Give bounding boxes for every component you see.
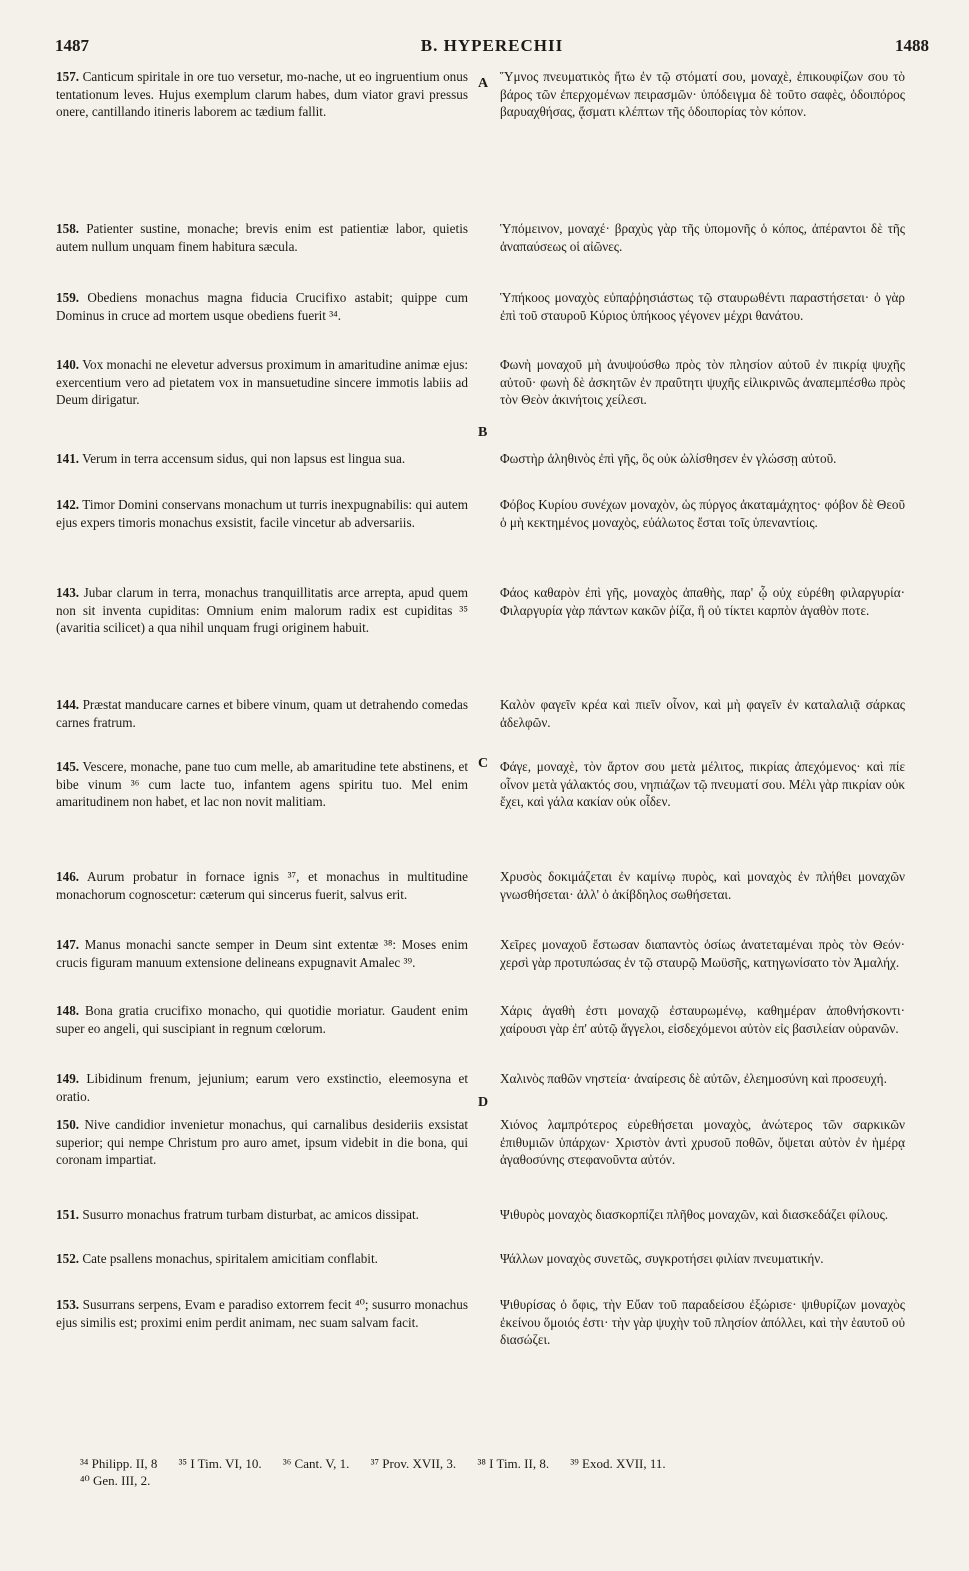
footnote: ³⁴ Philipp. II, 8 (80, 1456, 158, 1471)
greek-entry: Φόβος Κυρίου συνέχων μοναχὸν, ὡς πύργος ἀκαταμάχητος· φόβον δὲ Θεοῦ ὁ μὴ κεκτημένος μοναχὸς, εὐάλωτος ἔσται τοῖς ὑπεναντίοις. (500, 497, 905, 530)
footnote: ³⁸ I Tim. II, 8. (477, 1456, 550, 1471)
greek-entry: Φωνὴ μοναχοῦ μὴ ἀνυψούσθω πρὸς τὸν πλησίον αὐτοῦ ἐν πικρίᾳ ψυχῆς αὐτοῦ· φωνὴ δὲ ἀσκητῶν ἐν πραΰτητι ψυχῆς εἰλικρινῶς ἀναπεμπέσθω πρὸς τὸν Θεὸν ἀκινήτοις χείλεσι. (500, 357, 905, 408)
section-marker-c: C (478, 756, 489, 771)
latin-entry: 140. Vox monachi ne elevetur adversus proximum in amaritudine animæ ejus: exercentium vero ad pietatem vox in mansuetudine sincere immotis labiis ad Deum dirigatur. (56, 357, 468, 408)
greek-entry: Ψάλλων μοναχὸς συνετῶς, συγκροτήσει φιλίαν πνευματικήν. (500, 1251, 824, 1266)
latin-entry: 146. Aurum probatur in fornace ignis ³⁷, et monachus in multitudine monachorum cognoscetur: cæterum qui sincerus fuerit, salvus erit. (56, 869, 468, 902)
latin-entry: 142. Timor Domini conservans monachum ut turris inexpugnabilis: qui autem ejus expers timoris monachus exsistit, facile vincetur ab adversariis. (56, 497, 468, 530)
latin-entry: 149. Libidinum frenum, jejunium; earum vero exstinctio, eleemosyna et oratio. (56, 1071, 469, 1104)
page-title: B. HYPERECHII (420, 36, 564, 55)
footnote: ³⁵ I Tim. VI, 10. (178, 1456, 262, 1471)
greek-entry: Χάρις ἀγαθὴ ἐστι μοναχῷ ἐσταυρωμένῳ, καθημέραν ἀποθνήσκοντι· χαίρουσι γὰρ ἐπ' αὐτῷ ἄγγελοι, εἰσδεχόμενοι αὐτὸν εἰς βασιλείαν οὐρανῶν. (500, 1003, 905, 1036)
greek-entry: Χιόνος λαμπρότερος εὑρεθήσεται μοναχὸς, ἀνώτερος τῶν σαρκικῶν ἐπιθυμιῶν ὑπάρχων· Χριστὸν ἀντὶ χρυσοῦ ποθῶν, ὄψεται αὐτὸν ἐν ἡμέρᾳ ἀγαθοσύνης στεφανοῦντα αὐτόν. (500, 1117, 905, 1168)
greek-entry: Φωστὴρ ἀληθινὸς ἐπὶ γῆς, ὃς οὐκ ὠλίσθησεν ἐν γλώσσῃ αὐτοῦ. (500, 451, 837, 466)
footnote: ³⁹ Exod. XVII, 11. (570, 1456, 666, 1471)
latin-entry: 143. Jubar clarum in terra, monachus tranquillitatis arce arrepta, apud quem non sit inventa cupiditas: Omnium enim malorum radix est cupiditas ³⁵ (avaritia scilicet) a qua nihil unquam frugi originem habuit. (56, 585, 468, 636)
latin-entry: 152. Cate psallens monachus, spiritalem amicitiam conflabit. (56, 1251, 378, 1266)
latin-entry: 153. Susurrans serpens, Evam e paradiso extorrem fecit ⁴⁰; susurro monachus ejus similis est; proximi enim perdit animam, nec suam salvam facit. (56, 1297, 468, 1330)
latin-entry: 148. Bona gratia crucifixo monacho, qui quotidie moriatur. Gaudent enim super eo angeli, qui suscipiant in regnum cœlorum. (56, 1003, 468, 1036)
latin-entry: 151. Susurro monachus fratrum turbam disturbat, ac amicos dissipat. (56, 1207, 419, 1222)
page-header (55, 36, 929, 66)
greek-entry: Ὑπόμεινον, μοναχέ· βραχὺς γὰρ τῆς ὑπομονῆς ὁ κόπος, ἀπέραντοι δὲ τῆς ἀναπαύσεως οἱ αἰῶνες. (500, 221, 905, 254)
greek-entry: Χρυσὸς δοκιμάζεται ἐν καμίνῳ πυρὸς, καὶ μοναχὸς ἐν πλήθει μοναχῶν γνωσθήσεται· ἀλλ' ὁ ἀκίβδηλος σωθήσεται. (500, 869, 905, 902)
latin-entry: 145. Vescere, monache, pane tuo cum melle, ab amaritudine tete abstinens, et bibe vinum ³⁶ cum lacte tuo, infantem agens spiritu tuo. Mel enim amaritudinem non habet, et lac non novit malitiam. (56, 759, 468, 810)
greek-entry: Φάγε, μοναχὲ, τὸν ἄρτον σου μετὰ μέλιτος, πικρίας ἀπεχόμενος· καὶ πίε οἶνον μετὰ γάλακτός σου, νηπιάζων τῷ πνευματί σου. Μέλι γὰρ πικρίαν οὐκ ἔχει, καὶ γάλα κακίαν οὐκ οἶδεν. (500, 759, 905, 810)
greek-entry: Ψιθυρίσας ὁ ὄφις, τὴν Εὔαν τοῦ παραδείσου ἐξώρισε· ψιθυρίζων μοναχὸς ἐκείνου ὅμοιός ἐστι· τὴν γὰρ ψυχὴν τοῦ πλησίον ἀπόλλει, καὶ τὴν ἑαυτοῦ οὐ διασώζει. (500, 1297, 905, 1348)
greek-entry: Φάος καθαρὸν ἐπὶ γῆς, μοναχὸς ἀπαθὴς, παρ' ᾧ οὐχ εὑρέθη φιλαργυρία· Φιλαργυρία γὰρ πάντων κακῶν ῥίζα, ἣ οὐ τίκτει καρπὸν ἀγαθὸν ποτε. (500, 585, 905, 618)
latin-entry: 159. Obediens monachus magna fiducia Crucifixo astabit; quippe cum Dominus in cruce ad mortem usque obediens fuerit ³⁴. (56, 290, 469, 323)
greek-entry: Χεῖρες μοναχοῦ ἔστωσαν διαπαντὸς ὁσίως ἀνατεταμέναι πρὸς τὸν Θεόν· χερσὶ γὰρ προτυπώσας ἐν τῷ σταυρῷ Μωϋσῆς, κατηγωνίσατο τὸν Ἀμαλήχ. (500, 937, 905, 970)
greek-entry: Χαλινὸς παθῶν νηστεία· ἀναίρεσις δὲ αὐτῶν, ἐλεημοσύνη καὶ προσευχή. (500, 1071, 887, 1086)
section-marker-a: A (478, 76, 489, 91)
latin-entry: 147. Manus monachi sancte semper in Deum sint extentæ ³⁸: Moses enim crucis figuram manuum extensione delineans expugnavit Amalec ³⁹. (56, 937, 468, 970)
latin-entry: 158. Patienter sustine, monache; brevis enim est patientiæ labor, quietis autem nullum unquam finem habitura sæcula. (56, 221, 468, 254)
footnote-line-2: ⁴⁰ Gen. III, 2. (80, 1473, 151, 1488)
latin-entry: 144. Præstat manducare carnes et bibere vinum, quam ut detrahendo comedas carnes fratrum. (56, 697, 468, 730)
left-page-number: 1487 (55, 36, 89, 55)
latin-entry: 157. Canticum spiritale in ore tuo versetur, mo-nache, ut eo ingruentium onus tentationum leves. Hujus exemplum clarum habes, dum viator gravi pressus onere, cantillando itineris laborem ac tædium fallit. (56, 69, 469, 120)
latin-entry: 150. Nive candidior invenietur monachus, qui carnalibus desideriis exsistat superior; qui nempe Christum pro auro amet, ipsum videbit in die bona, qui coronam impartiat. (56, 1117, 468, 1168)
greek-entry: Ψιθυρὸς μοναχὸς διασκορπίζει πλῆθος μοναχῶν, καὶ διασκεδάζει φίλους. (500, 1207, 889, 1222)
greek-entry: Ὕμνος πνευματικὸς ἤτω ἐν τῷ στόματί σου, μοναχὲ, ἐπικουφίζων σου τὸ βάρος τῶν ἐπερχομένων πειρασμῶν· ὑπόδειγμα δὲ τοῦτο σαφὲς, ὁδοιπόρος βαρυαχθήσας, ᾄσματι κλέπτων τῆς ὁδοιπορίας τὸν κόπον. (500, 69, 905, 120)
section-marker-d: D (478, 1095, 489, 1110)
footnotes (80, 1455, 929, 1488)
section-marker-b: B (478, 425, 488, 440)
greek-entry: Ὑπήκοος μοναχὸς εὐπαῤῥησιάστως τῷ σταυρωθέντι παραστήσεται· ὁ γὰρ ἐπὶ τοῦ σταυροῦ Κύριος ὑπήκοος γέγονεν μέχρι θανάτου. (500, 290, 905, 323)
footnote-line-1 (80, 1455, 929, 1472)
footnote: ³⁷ Prov. XVII, 3. (370, 1456, 457, 1471)
footnote: ³⁶ Cant. V, 1. (282, 1456, 350, 1471)
right-page-number: 1488 (895, 36, 929, 55)
latin-entry: 141. Verum in terra accensum sidus, qui non lapsus est lingua sua. (56, 451, 406, 466)
greek-entry: Καλὸν φαγεῖν κρέα καὶ πιεῖν οἶνον, καὶ μὴ φαγεῖν ἐν καταλαλιᾷ σάρκας ἀδελφῶν. (500, 697, 905, 730)
